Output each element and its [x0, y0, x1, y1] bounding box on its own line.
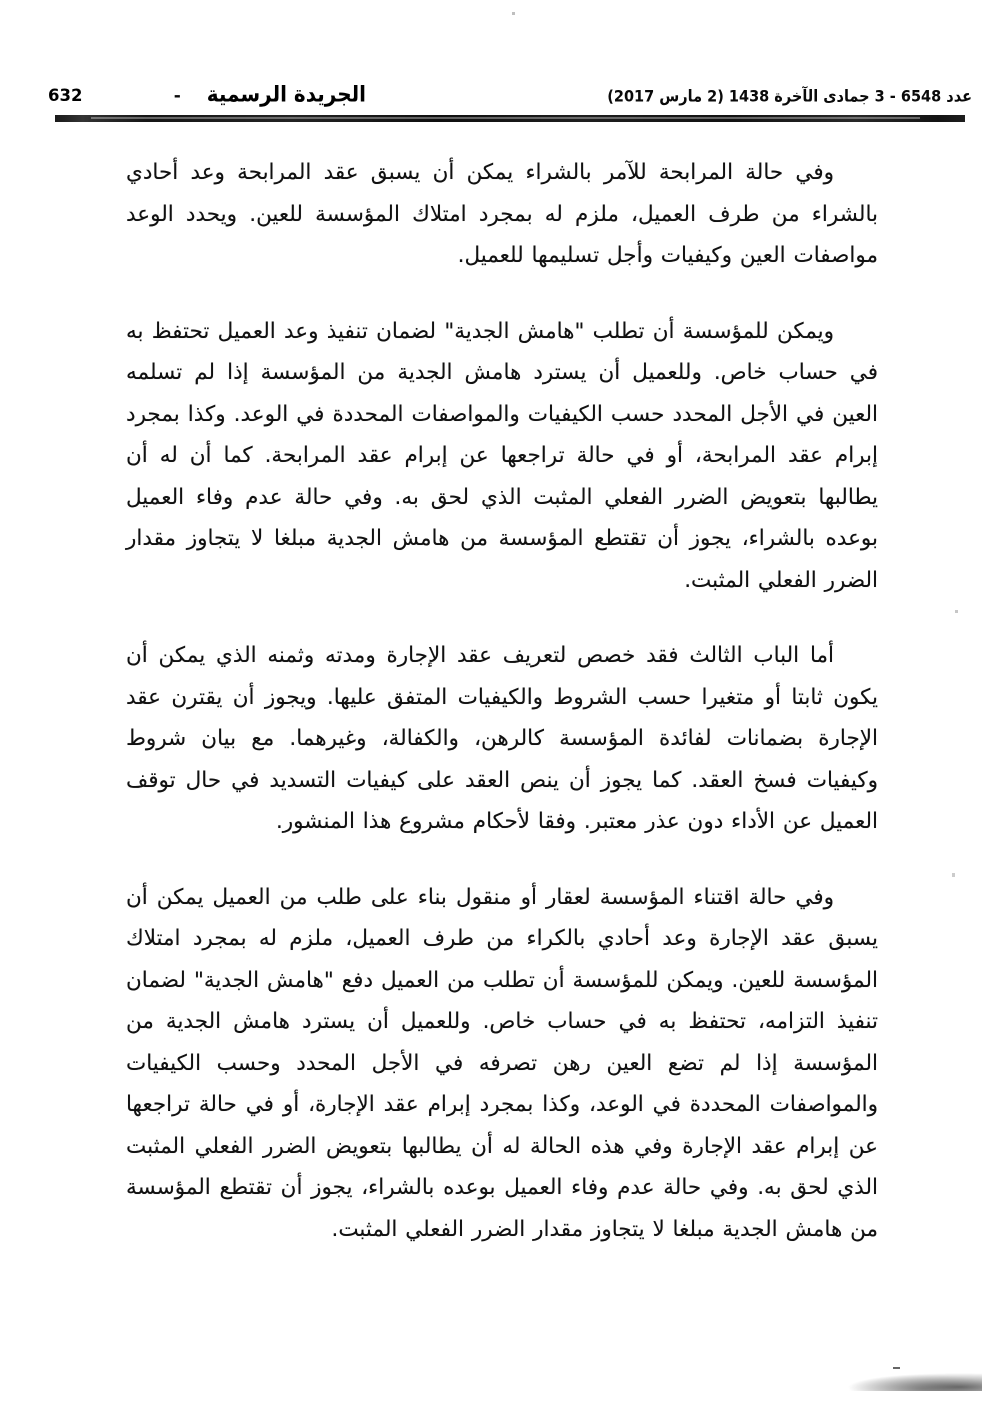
paragraph: وفي حالة المرابحة للآمر بالشراء يمكن أن يسبق عقد المرابحة وعد أحادي بالشراء من طرف العميل، ملزم له بمجرد امتلاك المؤسسة للعين. ويحدد الوعد مواصفات العين وكيفيات وأجل تسليمها للعميل. — [126, 160, 878, 268]
page-header — [48, 82, 972, 112]
gazette-title: الجريدة الرسمية — [206, 80, 366, 108]
scan-artifact-speck — [512, 12, 515, 15]
scan-artifact-smudge — [832, 1371, 982, 1391]
paragraph: وفي حالة اقتناء المؤسسة لعقار أو منقول بناء على طلب من العميل يمكن أن يسبق عقد الإجارة وعد أحادي بالكراء من طرف العميل، ملزم له بمجرد امتلاك المؤسسة للعين. ويمكن للمؤسسة أن تطلب من العميل دفع "هامش الجدية" لضمان تنفيذ التزامه، تحتفظ به في حساب خاص. وللعميل أن يسترد هامش الجدية من المؤسسة إذا لم تضع العين رهن تصرفه في الأجل المحدد وحسب الكيفيات والمواصفات المحددة في الوعد، وكذا بمجرد إبرام عقد الإجارة، أو في حالة تراجعها عن إبرام عقد الإجارة وفي هذه الحالة له أن يطالبها بتعويض الضرر الفعلي المثبت الذي لحق به. وفي حالة عدم وفاء العميل بوعده بالشراء، يجوز أن تقتطع المؤسسة من هامش الجدية مبلغا لا يتجاوز مقدار الضرر الفعلي المثبت. — [126, 884, 878, 1242]
header-divider-rule — [55, 115, 965, 122]
header-issue-line: عدد 6548 - 3 جمادى الآخرة 1438 (2 مارس 2017) — [607, 88, 972, 106]
paragraph: ويمكن للمؤسسة أن تطلب "هامش الجدية" لضمان تنفيذ وعد العميل تحتفظ به في حساب خاص. وللعميل أن يسترد هامش الجدية من المؤسسة إذا لم تسلمه العين في الأجل المحدد حسب الكيفيات والمواصفات المحددة في الوعد. وكذا بمجرد إبرام عقد المرابحة، أو في حالة تراجعها عن إبرام عقد المرابحة. كما أن له أن يطالبها بتعويض الضرر الفعلي المثبت الذي لحق به. وفي حالة عدم وفاء العميل بوعده بالشراء، يجوز أن تقتطع المؤسسة من هامش الجدية مبلغا لا يتجاوز مقدار الضرر الفعلي المثبت. — [126, 318, 878, 593]
page-number: 632 — [48, 86, 83, 105]
scan-artifact-dot — [893, 1367, 900, 1369]
scan-artifact-speck — [952, 873, 955, 877]
body-text-column — [126, 152, 878, 1250]
paragraph: أما الباب الثالث فقد خصص لتعريف عقد الإجارة ومدته وثمنه الذي يمكن أن يكون ثابتا أو متغيرا حسب الشروط والكيفيات المتفق عليها. ويجوز أن يقترن عقد الإجارة بضمانات لفائدة المؤسسة كالرهن، والكفالة، وغيرهما. مع بيان شروط وكيفيات فسخ العقد. كما يجوز أن ينص العقد على كيفيات التسديد في حال توقف العميل عن الأداء دون عذر معتبر. وفقا لأحكام مشروع هذا المنشور. — [126, 643, 878, 834]
header-separator-dash: - — [173, 86, 181, 106]
header-title-group — [174, 82, 366, 106]
scan-artifact-speck — [955, 610, 958, 613]
